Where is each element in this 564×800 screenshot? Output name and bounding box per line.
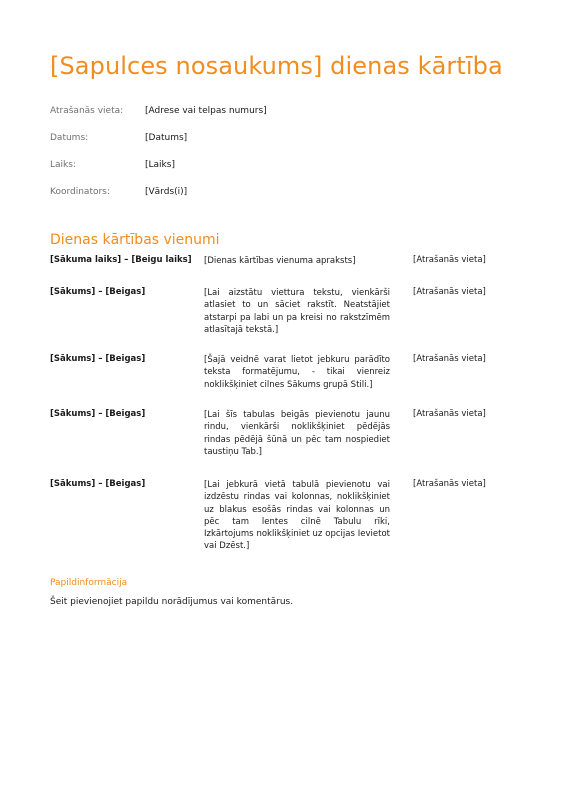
agenda-row-time[interactable]: [Sākums] – [Beigas] (50, 287, 146, 297)
agenda-row-location[interactable]: [Atrašanās vieta] (413, 479, 486, 489)
agenda-row-description[interactable]: [Lai aizstātu viettura tekstu, vienkārši atlasiet to un sāciet rakstīt. Neatstājiet atstarpi pa labi un pa kreisi no rakstzīmēm atlasītajā tekstā.] (204, 288, 390, 335)
agenda-row-location[interactable]: [Atrašanās vieta] (413, 409, 486, 419)
agenda-row-description[interactable]: [Dienas kārtības vienuma apraksts] (204, 256, 356, 266)
agenda-row-time[interactable]: [Sākums] – [Beigas] (50, 354, 146, 364)
agenda-row-time[interactable]: [Sākums] – [Beigas] (50, 409, 146, 419)
location-value[interactable]: [Adrese vai telpas numurs] (145, 106, 267, 116)
agenda-row-location[interactable]: [Atrašanās vieta] (413, 354, 486, 364)
agenda-row-location[interactable]: [Atrašanās vieta] (413, 255, 486, 265)
agenda-row-description[interactable]: [Lai šīs tabulas beigās pievienotu jaunu rindu, vienkārši noklikšķiniet pēdējās rindas pēdējā šūnā un pēc tam nospiediet taustiņu Tab.] (204, 410, 390, 457)
agenda-heading[interactable]: Dienas kārtības vienumi (50, 232, 220, 248)
agenda-row-location[interactable]: [Atrašanās vieta] (413, 287, 486, 297)
coordinator-label: Koordinators: (50, 187, 110, 197)
notes-text[interactable]: Šeit pievienojiet papildu norādījumus vai komentārus. (50, 597, 294, 607)
page-title[interactable]: [Sapulces nosaukums] dienas kārtība (50, 52, 503, 80)
coordinator-value[interactable]: [Vārds(i)] (145, 187, 188, 197)
agenda-row-description[interactable]: [Lai jebkurā vietā tabulā pievienotu vai izdzēstu rindas vai kolonnas, noklikšķiniet uz blakus esošās rindas vai kolonnas un pēc tam lentes cilnē Tabulu rīki, Izkārtojums noklikšķiniet uz opcijas Ievietot vai Dzēst.] (204, 480, 390, 552)
agenda-row-time[interactable]: [Sākuma laiks] – [Beigu laiks] (50, 255, 192, 265)
time-value[interactable]: [Laiks] (145, 160, 175, 170)
time-label: Laiks: (50, 160, 76, 170)
date-label: Datums: (50, 133, 89, 143)
agenda-row-description[interactable]: [Šajā veidnē varat lietot jebkuru parādīto teksta formatējumu, - tikai vienreiz noklikšķiniet cilnes Sākums grupā Stili.] (204, 355, 390, 390)
agenda-row-time[interactable]: [Sākums] – [Beigas] (50, 479, 146, 489)
notes-heading[interactable]: Papildinformācija (50, 578, 128, 588)
location-label: Atrašanās vieta: (50, 106, 124, 116)
date-value[interactable]: [Datums] (145, 133, 188, 143)
